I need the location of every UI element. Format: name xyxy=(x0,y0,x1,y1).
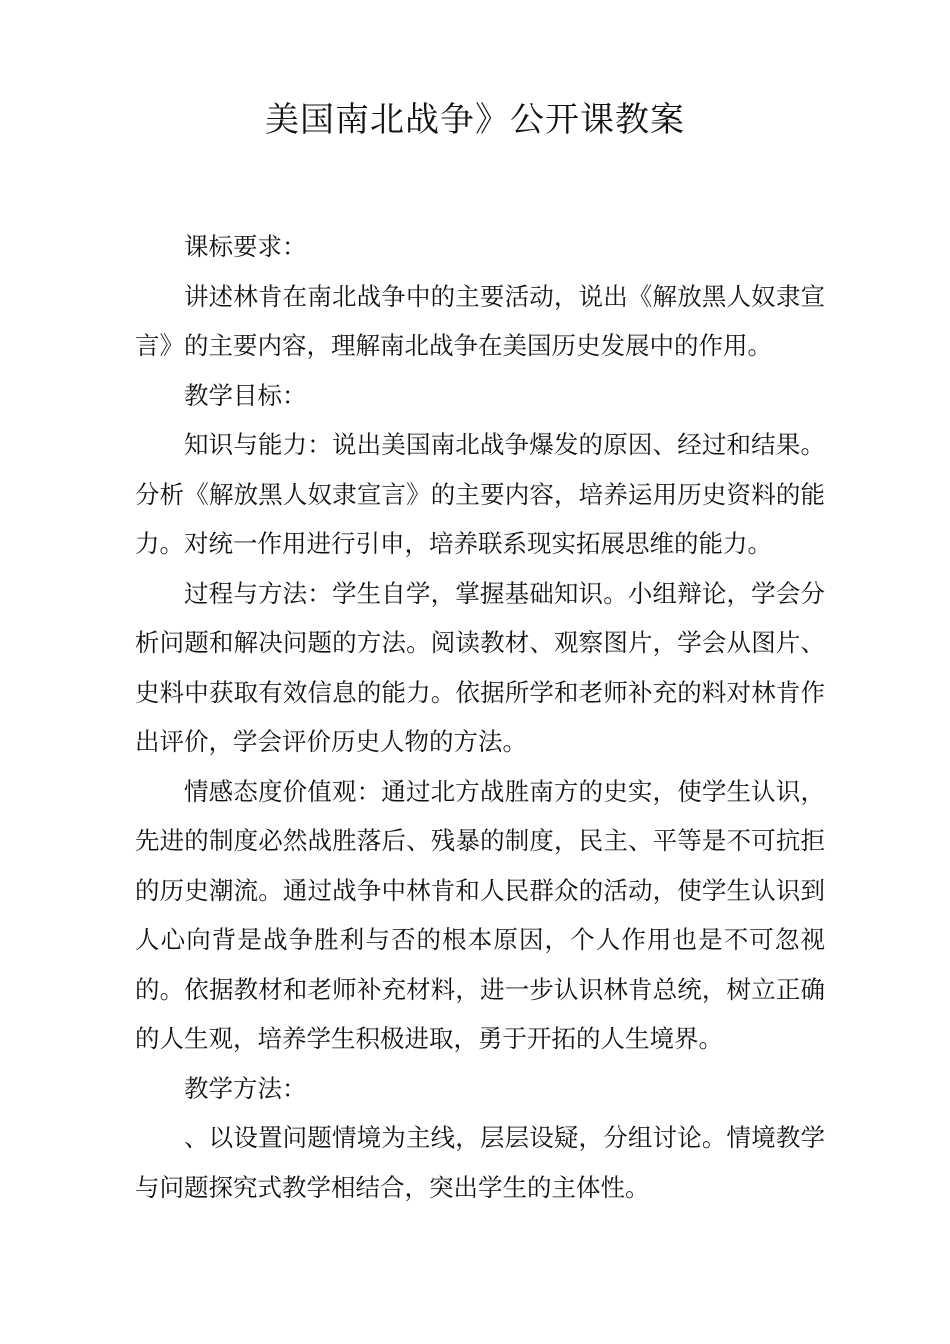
paragraph-teaching-methods: 、以设置问题情境为主线，层层设疑，分组讨论。情境教学与问题探究式教学相结合，突出学生的主体性。 xyxy=(135,1123,825,1202)
document-title: 美国南北战争》公开课教案 xyxy=(265,100,685,140)
section-heading-curriculum: 课标要求： xyxy=(184,232,307,261)
document-body xyxy=(135,222,825,1212)
section-heading-teaching-methods: 教学方法： xyxy=(184,1073,307,1103)
paragraph-knowledge-ability: 知识与能力：说出美国南北战争爆发的原因、经过和结果。分析《解放黑人奴隶宣言》的主要内容，培养运用历史资料的能力。对统一作用进行引申，培养联系现实拓展思维的能力。 xyxy=(135,430,825,558)
paragraph-curriculum-requirements: 讲述林肯在南北战争中的主要活动，说出《解放黑人奴隶宣言》的主要内容，理解南北战争在美国历史发展中的作用。 xyxy=(135,281,825,360)
paragraph-emotion-values: 情感态度价值观：通过北方战胜南方的史实，使学生认识，先进的制度必然战胜落后、残暴的制度，民主、平等是不可抗拒的历史潮流。通过战争中林肯和人民群众的活动，使学生认识到人心向背是战争胜利与否的根本原因，个人作用也是不可忽视的。依据教材和老师补充材料，进一步认识林肯总统，树立正确的人生观，培养学生积极进取，勇于开拓的人生境界。 xyxy=(135,776,825,1053)
section-heading-teaching-goals: 教学目标： xyxy=(184,380,307,410)
paragraph-process-method: 过程与方法：学生自学，掌握基础知识。小组辩论，学会分析问题和解决问题的方法。阅读教材、观察图片，学会从图片、史料中获取有效信息的能力。依据所学和老师补充的料对林肯作出评价，学会评价历史人物的方法。 xyxy=(135,578,825,756)
